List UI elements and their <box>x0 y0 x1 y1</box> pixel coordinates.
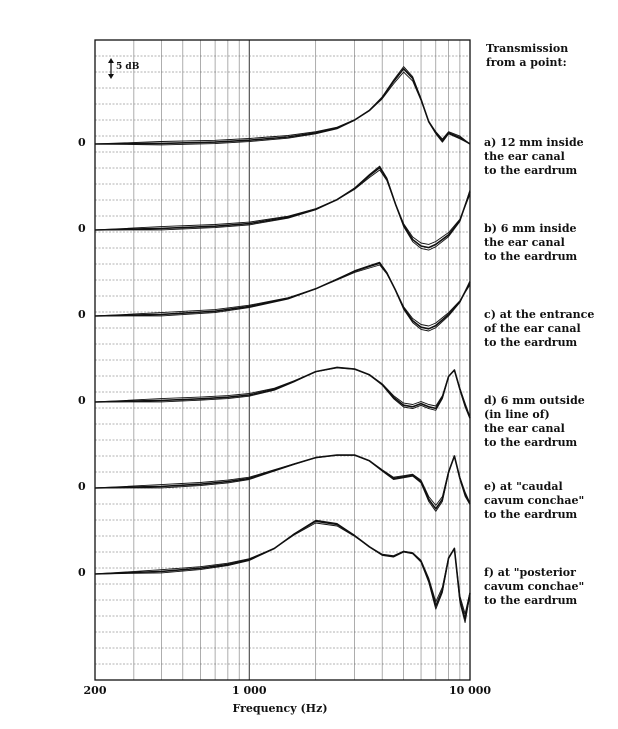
chart-curves <box>95 67 470 623</box>
series-curve <box>95 72 470 144</box>
x-tick-label: 10 000 <box>448 684 492 697</box>
zero-label: 0 <box>78 480 86 493</box>
series-curve <box>95 455 470 509</box>
series-curve <box>95 168 470 248</box>
x-tick-label: 200 <box>83 684 107 697</box>
series-label: e) at "caudal cavum conchae" to the eardrum <box>484 480 585 521</box>
series-curve <box>95 67 470 145</box>
series-curve <box>95 455 470 505</box>
series-label: a) 12 mm inside the ear canal to the eardrum <box>484 136 584 177</box>
series-curve <box>95 367 470 419</box>
x-tick-label: 1 000 <box>232 684 267 697</box>
scale-bar-icon <box>108 58 114 79</box>
scale-bar-label: 5 dB <box>116 62 140 72</box>
series-curve <box>95 367 470 418</box>
series-curve <box>95 170 470 244</box>
series-curve <box>95 368 470 417</box>
zero-label: 0 <box>78 136 86 149</box>
series-label: b) 6 mm inside the ear canal to the eardrum <box>484 222 578 263</box>
zero-label: 0 <box>78 394 86 407</box>
zero-label: 0 <box>78 308 86 321</box>
series-label: c) at the entrance of the ear canal to the eardrum <box>484 308 595 349</box>
zero-label: 0 <box>78 566 86 579</box>
legend-title: Transmission from a point: <box>486 42 569 69</box>
series-curve <box>95 265 470 326</box>
series-label: f) at "posterior cavum conchae" to the eardrum <box>484 566 585 607</box>
zero-label: 0 <box>78 222 86 235</box>
series-curve <box>95 455 470 511</box>
series-label: d) 6 mm outside (in line of) the ear canal to the eardrum <box>484 394 585 449</box>
x-axis-label: Frequency (Hz) <box>232 702 328 715</box>
